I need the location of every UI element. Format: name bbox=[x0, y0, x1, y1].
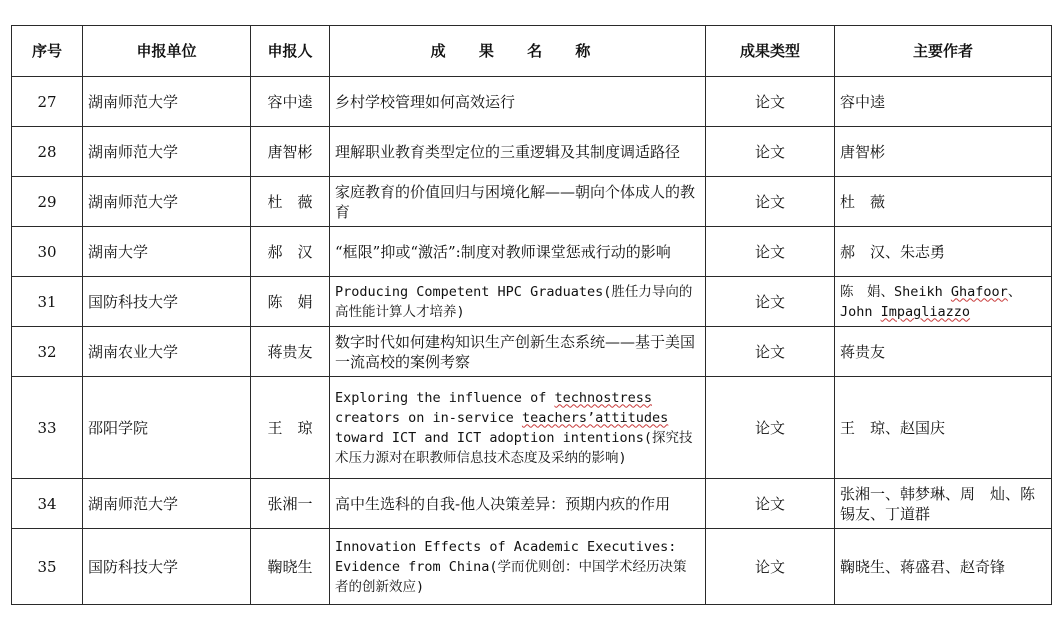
authors-text: 、John bbox=[840, 283, 1022, 320]
authors-text: 陈 娟、Sheikh bbox=[840, 283, 951, 300]
header-seq: 序号 bbox=[12, 26, 83, 77]
table-row bbox=[12, 227, 1052, 277]
cell-applicant: 郝 汉 bbox=[251, 227, 330, 277]
cell-authors: 王 琼、赵国庆 bbox=[835, 377, 1052, 479]
cell-unit: 国防科技大学 bbox=[83, 277, 251, 327]
cell-type: 论文 bbox=[706, 127, 835, 177]
cell-unit: 邵阳学院 bbox=[83, 377, 251, 479]
cell-unit: 湖南农业大学 bbox=[83, 327, 251, 377]
cell-applicant: 鞠晓生 bbox=[251, 529, 330, 605]
authors-spellcheck-word: Impagliazzo bbox=[880, 303, 971, 320]
cell-title: Innovation Effects of Academic Executives: Evidence from China(学而优则创：中国学术经历决策者的创新效应) bbox=[330, 529, 706, 605]
title-text: toward ICT and ICT adoption intentions(探究技术压力源对在职教师信息技术态度及采纳的影响) bbox=[335, 429, 693, 466]
cell-seq: 30 bbox=[12, 227, 83, 277]
cell-unit: 湖南师范大学 bbox=[83, 177, 251, 227]
cell-title: “框限”抑或“激活”:制度对教师课堂惩戒行动的影响 bbox=[330, 227, 706, 277]
header-row bbox=[12, 26, 1052, 77]
cell-unit: 湖南师范大学 bbox=[83, 77, 251, 127]
cell-type: 论文 bbox=[706, 327, 835, 377]
cell-applicant: 杜 薇 bbox=[251, 177, 330, 227]
cell-unit: 湖南师范大学 bbox=[83, 127, 251, 177]
table-row bbox=[12, 77, 1052, 127]
cell-title: 数字时代如何建构知识生产创新生态系统——基于美国一流高校的案例考察 bbox=[330, 327, 706, 377]
cell-title: 高中生选科的自我-他人决策差异：预期内疚的作用 bbox=[330, 479, 706, 529]
table-row bbox=[12, 177, 1052, 227]
cell-applicant: 蒋贵友 bbox=[251, 327, 330, 377]
title-text: Exploring the influence of bbox=[335, 389, 555, 406]
cell-seq: 33 bbox=[12, 377, 83, 479]
table-row bbox=[12, 529, 1052, 605]
cell-unit: 国防科技大学 bbox=[83, 529, 251, 605]
cell-title: 乡村学校管理如何高效运行 bbox=[330, 77, 706, 127]
cell-seq: 27 bbox=[12, 77, 83, 127]
table-row bbox=[12, 327, 1052, 377]
header-authors: 主要作者 bbox=[835, 26, 1052, 77]
cell-type: 论文 bbox=[706, 77, 835, 127]
cell-authors: 杜 薇 bbox=[835, 177, 1052, 227]
cell-seq: 28 bbox=[12, 127, 83, 177]
table-row bbox=[12, 127, 1052, 177]
header-title bbox=[330, 26, 706, 77]
cell-unit: 湖南师范大学 bbox=[83, 479, 251, 529]
title-text: creators on in-service bbox=[335, 409, 522, 426]
cell-title: Producing Competent HPC Graduates(胜任力导向的高性能计算人才培养) bbox=[330, 277, 706, 327]
awards-table bbox=[11, 25, 1052, 605]
title-spellcheck-word: technostress bbox=[554, 389, 652, 406]
authors-spellcheck-word: Ghafoor bbox=[950, 283, 1008, 300]
table-row bbox=[12, 377, 1052, 479]
cell-unit: 湖南大学 bbox=[83, 227, 251, 277]
cell-applicant: 陈 娟 bbox=[251, 277, 330, 327]
header-title-label: 成 果 名 称 bbox=[430, 42, 605, 60]
cell-applicant: 容中逵 bbox=[251, 77, 330, 127]
cell-type: 论文 bbox=[706, 227, 835, 277]
cell-seq: 35 bbox=[12, 529, 83, 605]
cell-type: 论文 bbox=[706, 529, 835, 605]
header-unit: 申报单位 bbox=[83, 26, 251, 77]
title-spellcheck-word: teachers’attitudes bbox=[521, 409, 669, 426]
cell-authors: 郝 汉、朱志勇 bbox=[835, 227, 1052, 277]
header-applicant: 申报人 bbox=[251, 26, 330, 77]
header-type: 成果类型 bbox=[706, 26, 835, 77]
cell-authors: 容中逵 bbox=[835, 77, 1052, 127]
cell-applicant: 唐智彬 bbox=[251, 127, 330, 177]
cell-authors: 张湘一、韩梦琳、周 灿、陈锡友、丁道群 bbox=[835, 479, 1052, 529]
cell-authors: 唐智彬 bbox=[835, 127, 1052, 177]
cell-seq: 32 bbox=[12, 327, 83, 377]
cell-authors bbox=[835, 277, 1052, 327]
cell-title: 家庭教育的价值回归与困境化解——朝向个体成人的教育 bbox=[330, 177, 706, 227]
cell-applicant: 张湘一 bbox=[251, 479, 330, 529]
table-row bbox=[12, 479, 1052, 529]
cell-seq: 31 bbox=[12, 277, 83, 327]
cell-type: 论文 bbox=[706, 479, 835, 529]
cell-type: 论文 bbox=[706, 377, 835, 479]
cell-applicant: 王 琼 bbox=[251, 377, 330, 479]
table-row bbox=[12, 277, 1052, 327]
cell-authors: 蒋贵友 bbox=[835, 327, 1052, 377]
cell-title bbox=[330, 377, 706, 479]
cell-authors: 鞠晓生、蒋盛君、赵奇锋 bbox=[835, 529, 1052, 605]
cell-seq: 29 bbox=[12, 177, 83, 227]
cell-seq: 34 bbox=[12, 479, 83, 529]
cell-title: 理解职业教育类型定位的三重逻辑及其制度调适路径 bbox=[330, 127, 706, 177]
cell-type: 论文 bbox=[706, 177, 835, 227]
cell-type: 论文 bbox=[706, 277, 835, 327]
